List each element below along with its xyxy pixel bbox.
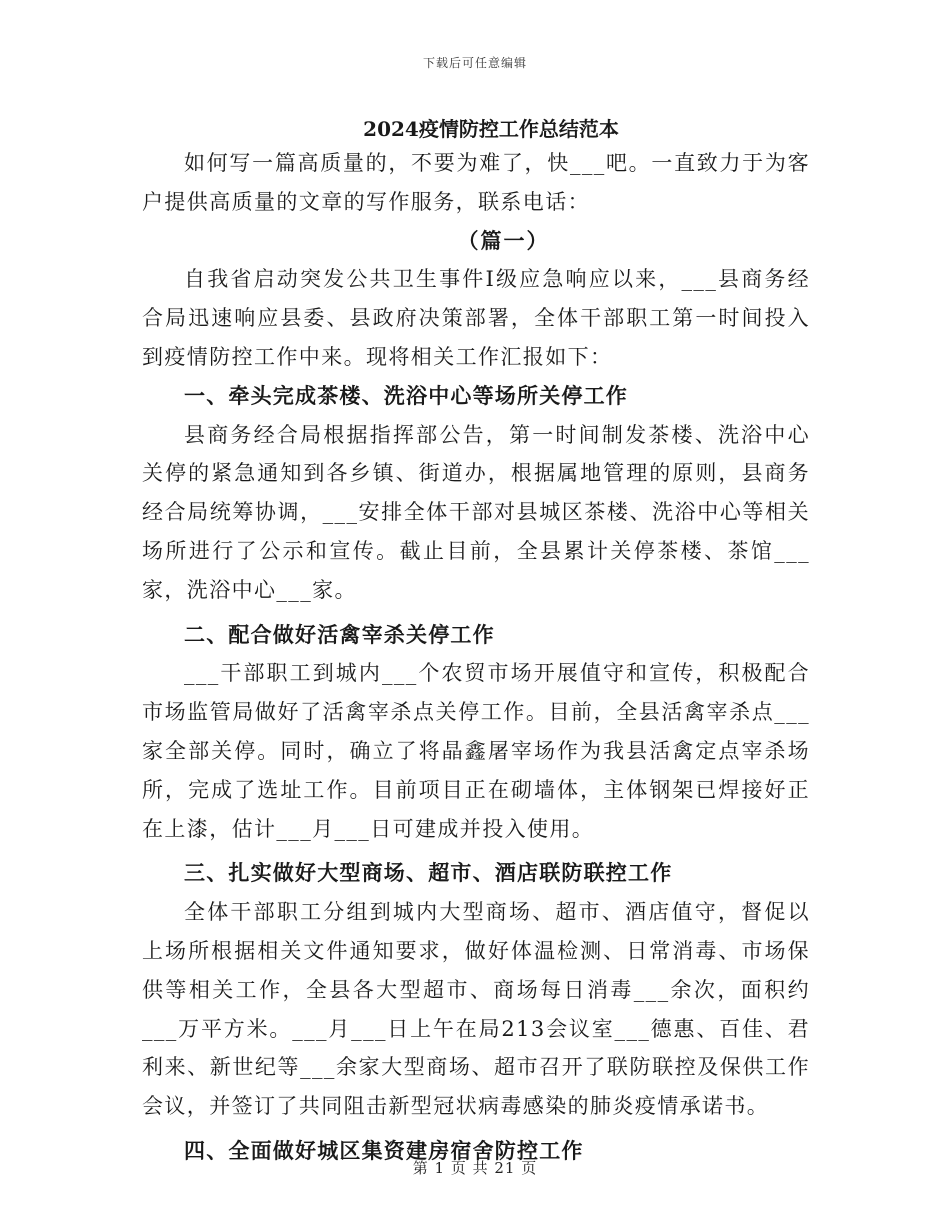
section-body-1: 县商务经合局根据指挥部公告，第一时间制发茶楼、洗浴中心关停的紧急通知到各乡镇、街道办，根据属地管理的原则，县商务经合局统筹协调，___安排全体干部对县城区茶楼、洗浴中心等相关场所进行了公示和宣传。截止目前，全县累计关停茶楼、茶馆___家，洗浴中心___家。 [142, 422, 810, 602]
section-body-3: 全体干部职工分组到城内大型商场、超市、酒店值守，督促以上场所根据相关文件通知要求，做好体温检测、日常消毒、市场保供等相关工作，全县各大型超市、商场每日消毒___余次，面积约___万平方米。___月___日上午在局213会议室___德惠、百佳、君利来、新世纪等___余家大型商场、超市召开了联防联控及保供工作会议，并签订了共同阻击新型冠状病毒感染的肺炎疫情承诺书。 [142, 900, 810, 1119]
page-footer: 第 1 页 共 21 页 [412, 1159, 538, 1177]
section-heading-2: 二、配合做好活禽宰杀关停工作 [184, 621, 495, 647]
part-title: （篇一） [457, 227, 550, 253]
section-heading-3: 三、扎实做好大型商场、超市、酒店联防联控工作 [184, 860, 673, 886]
section-heading-1: 一、牵头完成茶楼、洗浴中心等场所关停工作 [184, 382, 628, 408]
document-body [142, 114, 810, 1171]
opening-paragraph: 自我省启动突发公共卫生事件Ⅰ级应急响应以来，___县商务经合局迅速响应县委、县政府决策部署，全体干部职工第一时间投入到疫情防控工作中来。现将相关工作汇报如下： [142, 267, 810, 369]
page-header: 下载后可任意编辑 [422, 56, 527, 70]
section-heading-4: 四、全面做好城区集资建房宿舍防控工作 [184, 1137, 584, 1163]
document-title: 2024疫情防控工作总结范本 [363, 117, 619, 141]
section-body-2: ___干部职工到城内___个农贸市场开展值守和宣传，积极配合市场监管局做好了活禽宰杀点关停工作。目前，全县活禽宰杀点___家全部关停。同时，确立了将晶鑫屠宰场作为我县活禽定点宰杀场所，完成了选址工作。目前项目正在砌墙体，主体钢架已焊接好正在上漆，估计___月___日可建成并投入使用。 [142, 661, 810, 841]
intro-paragraph: 如何写一篇高质量的，不要为难了，快___吧。一直致力于为客户提供高质量的文章的写作服务，联系电话： [142, 151, 810, 214]
